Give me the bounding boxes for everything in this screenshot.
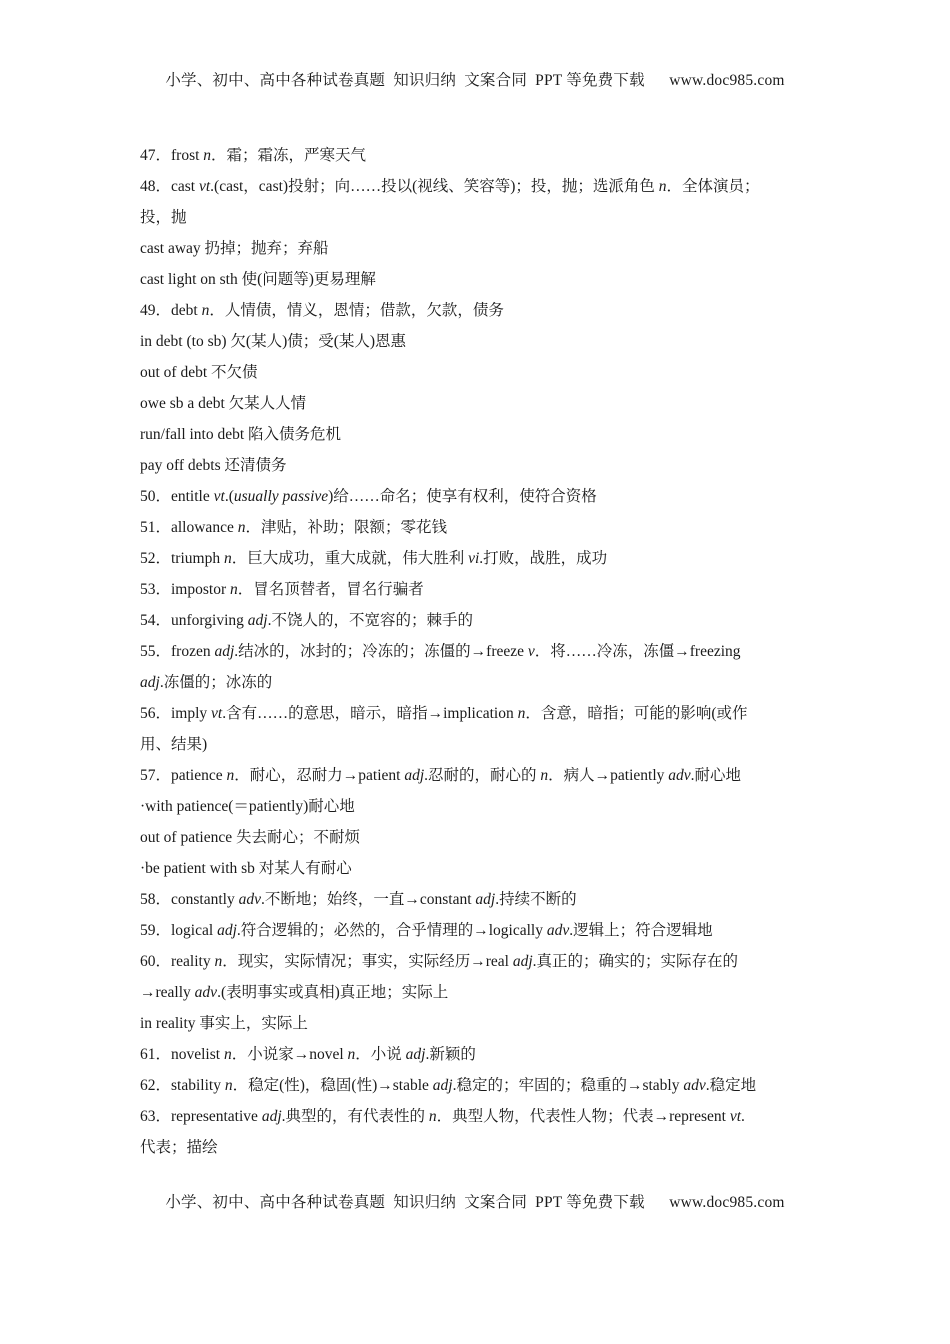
line-text: 用、结果) xyxy=(140,736,208,753)
line-text: 54．unforgiving xyxy=(140,612,248,629)
vocab-line xyxy=(140,357,820,388)
vocab-line xyxy=(140,140,820,171)
vocab-line xyxy=(140,202,820,233)
line-text: 59．logical xyxy=(140,922,218,939)
line-text: →really xyxy=(140,984,195,1001)
line-text: cast away 扔掉；抛弃；弃船 xyxy=(140,240,329,257)
vocab-line xyxy=(140,264,820,295)
part-of-speech: vi xyxy=(468,550,480,567)
line-text: 代表；描绘 xyxy=(140,1139,218,1156)
part-of-speech: adj xyxy=(475,891,496,908)
vocab-line xyxy=(140,977,820,1008)
part-of-speech: vt xyxy=(211,705,223,722)
line-text: 56．imply xyxy=(140,705,212,722)
line-text: ．巨大成功，重大成就，伟大胜利 xyxy=(231,550,469,567)
line-text: .冻僵的；冰冻的 xyxy=(159,674,273,691)
part-of-speech: n xyxy=(347,1046,356,1063)
part-of-speech: n xyxy=(223,550,232,567)
part-of-speech: n xyxy=(201,302,210,319)
line-text: ．津贴，补助；限额；零花钱 xyxy=(245,519,447,536)
part-of-speech: n xyxy=(203,147,212,164)
line-text: run/fall into debt 陷入债务危机 xyxy=(140,426,342,443)
part-of-speech: vt xyxy=(729,1108,742,1125)
vocab-line xyxy=(140,1039,820,1070)
part-of-speech: adj xyxy=(404,767,425,784)
line-text: .逻辑上；符合逻辑地 xyxy=(569,922,713,939)
line-text: ．典型人物，代表性人物；代表→represent xyxy=(436,1108,730,1125)
line-text: 61．novelist xyxy=(140,1046,224,1063)
line-text: 51．allowance xyxy=(140,519,238,536)
line-text: 58．constantly xyxy=(140,891,239,908)
vocab-line xyxy=(140,667,820,698)
line-text: 55．frozen xyxy=(140,643,215,660)
part-of-speech: adj xyxy=(140,674,160,691)
vocab-line xyxy=(140,884,820,915)
vocabulary-list xyxy=(140,140,820,1163)
line-text: in debt (to sb) 欠(某人)债；受(某人)恩惠 xyxy=(140,333,407,350)
line-text: .典型的，有代表性的 xyxy=(281,1108,429,1125)
vocab-line xyxy=(140,760,820,791)
line-text: out of debt 不欠债 xyxy=(140,364,258,381)
part-of-speech: vt xyxy=(213,488,225,505)
vocab-line xyxy=(140,1070,820,1101)
part-of-speech: adj xyxy=(405,1046,426,1063)
part-of-speech: n xyxy=(540,767,549,784)
vocab-line xyxy=(140,1008,820,1039)
vocab-line xyxy=(140,450,820,481)
vocab-line xyxy=(140,915,820,946)
line-text: .符合逻辑的；必然的，合乎情理的→logically xyxy=(236,922,547,939)
line-text: 62．stability xyxy=(140,1077,225,1094)
line-text: 57．patience xyxy=(140,767,227,784)
line-text: .(表明事实或真相)真正地；实际上 xyxy=(217,984,449,1001)
vocab-line xyxy=(140,233,820,264)
vocab-line xyxy=(140,698,820,729)
line-text: .持续不断的 xyxy=(495,891,577,908)
line-text: 49．debt xyxy=(140,302,202,319)
vocab-line xyxy=(140,326,820,357)
part-of-speech: n xyxy=(214,953,223,970)
part-of-speech: vt xyxy=(198,178,211,195)
line-text: owe sb a debt 欠某人人情 xyxy=(140,395,307,412)
vocab-line xyxy=(140,1101,820,1132)
line-text: .耐心地 xyxy=(690,767,742,784)
part-of-speech: adj xyxy=(247,612,268,629)
part-of-speech: n xyxy=(224,1077,233,1094)
line-text: 52．triumph xyxy=(140,550,224,567)
part-of-speech: adv xyxy=(668,767,691,784)
vocab-line xyxy=(140,574,820,605)
vocab-line xyxy=(140,419,820,450)
vocab-line xyxy=(140,853,820,884)
vocab-line xyxy=(140,1132,820,1163)
line-text: .( xyxy=(224,488,234,505)
line-text: ．耐心，忍耐力→patient xyxy=(234,767,405,784)
line-text: ．冒名顶替者，冒名行骗者 xyxy=(237,581,424,598)
line-text: cast light on sth 使(问题等)更易理解 xyxy=(140,271,376,288)
line-text: ．现实，实际情况；事实，实际经历→real xyxy=(222,953,513,970)
part-of-speech: n xyxy=(517,705,526,722)
line-text: .含有……的意思，暗示，暗指→implication xyxy=(222,705,518,722)
line-text: ．将……冷冻，冻僵→freezing xyxy=(534,643,741,660)
part-of-speech: adv xyxy=(683,1077,706,1094)
line-text: ·with patience(＝patiently)耐心地 xyxy=(140,798,355,815)
part-of-speech: n xyxy=(658,178,667,195)
line-text: ．全体演员； xyxy=(666,178,760,195)
part-of-speech: adj xyxy=(217,922,237,939)
vocab-line xyxy=(140,791,820,822)
line-text: 63．representative xyxy=(140,1108,262,1125)
page-header: 小学、初中、高中各种试卷真题 知识归纳 文案合同 PPT 等免费下载 www.doc985.com xyxy=(165,72,785,89)
line-text: ．病人→patiently xyxy=(548,767,669,784)
part-of-speech: n xyxy=(237,519,246,536)
line-text: ．小说家→novel xyxy=(231,1046,348,1063)
vocab-line xyxy=(140,481,820,512)
page-footer: 小学、初中、高中各种试卷真题 知识归纳 文案合同 PPT 等免费下载 www.doc985.com xyxy=(165,1194,785,1211)
part-of-speech: usually passive xyxy=(233,488,329,505)
part-of-speech: n xyxy=(428,1108,437,1125)
part-of-speech: n xyxy=(230,581,238,598)
line-text: pay off debts 还清债务 xyxy=(140,457,287,474)
part-of-speech: adv xyxy=(194,984,218,1001)
line-text: 投，抛 xyxy=(140,209,187,226)
line-text: . xyxy=(741,1108,745,1125)
vocab-line xyxy=(140,636,820,667)
line-text: .新颖的 xyxy=(425,1046,476,1063)
part-of-speech: v xyxy=(527,643,535,660)
line-text: ．稳定(性)，稳固(性)→stable xyxy=(232,1077,433,1094)
vocab-line xyxy=(140,605,820,636)
part-of-speech: adv xyxy=(546,922,570,939)
line-text: .真正的；确实的；实际存在的 xyxy=(532,953,739,970)
line-text: 48．cast xyxy=(140,178,199,195)
part-of-speech: n xyxy=(223,1046,232,1063)
line-text: )给……命名；使享有权利，使符合资格 xyxy=(328,488,597,505)
line-text: .稳定的；牢固的；稳重的→stably xyxy=(452,1077,684,1094)
vocab-line xyxy=(140,729,820,760)
part-of-speech: adj xyxy=(214,643,235,660)
part-of-speech: adj xyxy=(261,1108,282,1125)
line-text: out of patience 失去耐心；不耐烦 xyxy=(140,829,360,846)
line-text: 47．frost xyxy=(140,147,204,164)
vocab-line xyxy=(140,295,820,326)
line-text: .结冰的，冰封的；冷冻的；冻僵的→freeze xyxy=(234,643,528,660)
line-text: 50．entitle xyxy=(140,488,214,505)
line-text: .不饶人的，不宽容的；棘手的 xyxy=(267,612,473,629)
vocab-line xyxy=(140,946,820,977)
line-text: in reality 事实上，实际上 xyxy=(140,1015,308,1032)
line-text: ．含意，暗指；可能的影响(或作 xyxy=(525,705,748,722)
line-text: .打败，战胜，成功 xyxy=(479,550,608,567)
vocab-line xyxy=(140,388,820,419)
line-text: .稳定地 xyxy=(705,1077,757,1094)
part-of-speech: adj xyxy=(432,1077,453,1094)
vocab-line xyxy=(140,171,820,202)
part-of-speech: adv xyxy=(238,891,261,908)
line-text: .忍耐的，耐心的 xyxy=(424,767,541,784)
part-of-speech: adj xyxy=(512,953,533,970)
line-text: ．人情债，情义，恩情；借款，欠款，债务 xyxy=(209,302,504,319)
part-of-speech: n xyxy=(226,767,235,784)
line-text: .不断地；始终，一直→constant xyxy=(260,891,476,908)
vocab-line xyxy=(140,822,820,853)
line-text: 60．reality xyxy=(140,953,215,970)
line-text: ．霜；霜冻，严寒天气 xyxy=(211,147,367,164)
vocab-line xyxy=(140,543,820,574)
vocab-line xyxy=(140,512,820,543)
line-text: .(cast，cast)投射；向……投以(视线、笑容等)；投，抛；选派角色 xyxy=(210,178,659,195)
line-text: ．小说 xyxy=(355,1046,406,1063)
line-text: ·be patient with sb 对某人有耐心 xyxy=(140,860,352,877)
line-text: 53．impostor xyxy=(140,581,230,598)
